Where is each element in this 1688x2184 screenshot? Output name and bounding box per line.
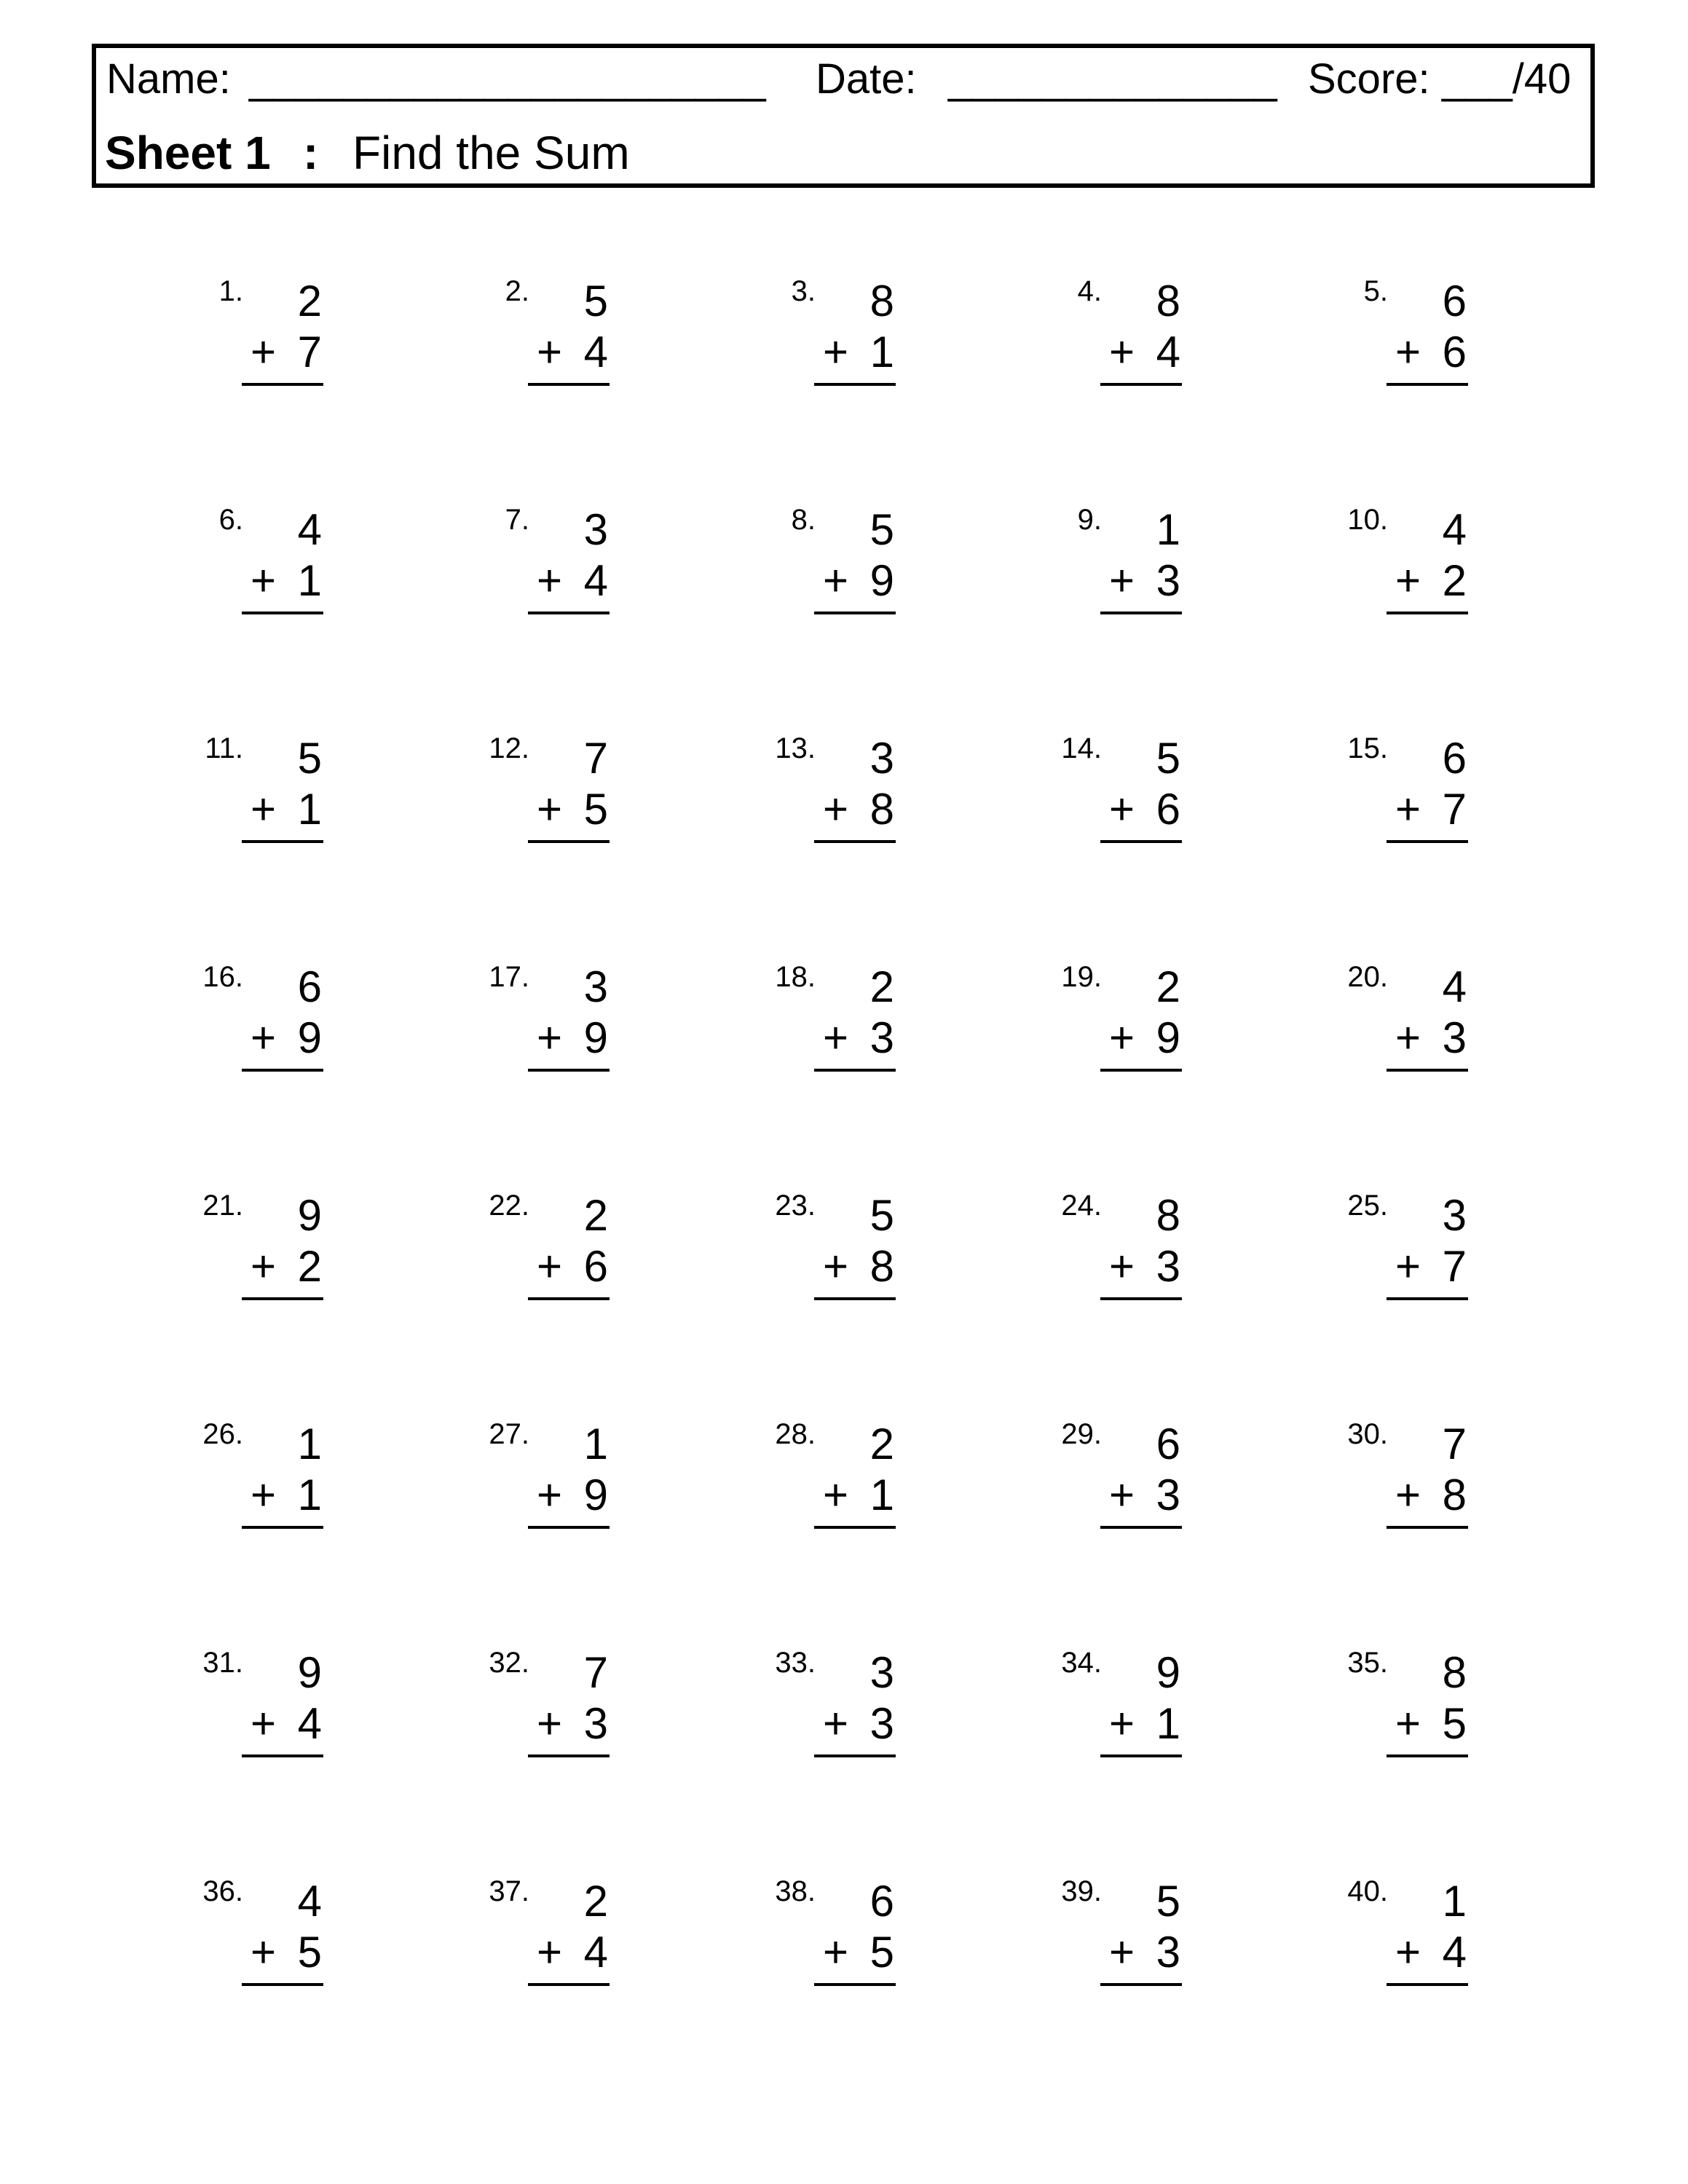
second-addend: 4: [583, 328, 608, 376]
sheet-title-colon: :: [303, 127, 319, 179]
first-addend: 5: [869, 505, 894, 554]
second-addend: 2: [297, 1242, 322, 1291]
first-addend: 3: [869, 1648, 894, 1697]
problem-number: 34.: [1061, 1647, 1102, 1679]
plus-sign: +: [251, 328, 277, 376]
plus-sign: +: [823, 1013, 849, 1062]
plus-sign: +: [823, 1242, 849, 1291]
first-addend: 7: [583, 734, 608, 783]
first-addend: 7: [583, 1648, 608, 1697]
addition-problem: [754, 962, 987, 1086]
plus-sign: +: [1109, 1242, 1135, 1291]
addition-problem: [1327, 277, 1560, 400]
first-addend: 8: [1442, 1648, 1467, 1697]
second-addend: 8: [869, 785, 894, 834]
first-addend: 9: [1156, 1648, 1180, 1697]
first-addend: 6: [869, 1877, 894, 1926]
plus-sign: +: [537, 1699, 563, 1748]
answer-line[interactable]: [1100, 1069, 1182, 1072]
second-addend: 4: [1442, 1928, 1467, 1977]
addition-problem: [468, 277, 701, 400]
addition-problem: [182, 962, 415, 1086]
plus-sign: +: [1395, 1471, 1421, 1519]
answer-line[interactable]: [1387, 1069, 1468, 1072]
answer-line[interactable]: [528, 383, 610, 386]
answer-line[interactable]: [1387, 1297, 1468, 1300]
problem-number: 40.: [1347, 1875, 1388, 1907]
first-addend: 3: [583, 962, 608, 1011]
addition-problem: [1327, 734, 1560, 858]
plus-sign: +: [251, 1013, 277, 1062]
answer-line[interactable]: [242, 383, 323, 386]
addition-problem: [468, 505, 701, 629]
answer-line[interactable]: [1387, 383, 1468, 386]
problem-number: 39.: [1061, 1875, 1102, 1907]
problem-number: 31.: [202, 1647, 243, 1679]
answer-line[interactable]: [528, 1754, 610, 1757]
answer-line[interactable]: [242, 1754, 323, 1757]
addition-problem: [468, 1877, 701, 2001]
problem-number: 10.: [1347, 504, 1388, 536]
plus-sign: +: [1109, 785, 1135, 834]
plus-sign: +: [251, 556, 277, 605]
addition-problem: [468, 734, 701, 858]
plus-sign: +: [251, 1471, 277, 1519]
answer-line[interactable]: [1100, 840, 1182, 843]
addition-problem: [1327, 1648, 1560, 1772]
answer-line[interactable]: [528, 1983, 610, 1986]
plus-sign: +: [537, 1928, 563, 1977]
plus-sign: +: [537, 1013, 563, 1062]
name-blank-line[interactable]: ______________________: [249, 55, 766, 103]
answer-line[interactable]: [1387, 1754, 1468, 1757]
first-addend: 1: [297, 1420, 322, 1468]
addition-problem: [182, 1648, 415, 1772]
second-addend: 7: [1442, 785, 1467, 834]
answer-line[interactable]: [528, 840, 610, 843]
first-addend: 8: [1156, 1191, 1180, 1240]
addition-problem: [1041, 1877, 1274, 2001]
plus-sign: +: [251, 785, 277, 834]
plus-sign: +: [1109, 328, 1135, 376]
second-addend: 3: [869, 1699, 894, 1748]
addition-problem: [1327, 505, 1560, 629]
problem-number: 8.: [791, 504, 816, 536]
second-addend: 7: [297, 328, 322, 376]
plus-sign: +: [1395, 785, 1421, 834]
answer-line[interactable]: [1100, 612, 1182, 614]
problem-number: 24.: [1061, 1190, 1102, 1222]
answer-line[interactable]: [1100, 1297, 1182, 1300]
addition-problem: [754, 1420, 987, 1543]
problem-number: 19.: [1061, 961, 1102, 993]
problem-number: 2.: [505, 275, 529, 307]
second-addend: 6: [1442, 328, 1467, 376]
first-addend: 4: [1442, 962, 1467, 1011]
problem-number: 1.: [218, 275, 243, 307]
plus-sign: +: [823, 1471, 849, 1519]
answer-line[interactable]: [1100, 1983, 1182, 1986]
second-addend: 1: [869, 328, 894, 376]
second-addend: 5: [297, 1928, 322, 1977]
addition-problem: [1041, 1191, 1274, 1315]
second-addend: 6: [1156, 785, 1180, 834]
problem-number: 20.: [1347, 961, 1388, 993]
answer-line[interactable]: [814, 1297, 896, 1300]
second-addend: 8: [869, 1242, 894, 1291]
problem-number: 38.: [775, 1875, 816, 1907]
second-addend: 5: [869, 1928, 894, 1977]
plus-sign: +: [823, 1928, 849, 1977]
second-addend: 3: [583, 1699, 608, 1748]
problem-number: 3.: [791, 275, 816, 307]
second-addend: 9: [869, 556, 894, 605]
first-addend: 9: [297, 1648, 322, 1697]
first-addend: 7: [1442, 1420, 1467, 1468]
first-addend: 4: [297, 505, 322, 554]
answer-line[interactable]: [528, 1526, 610, 1529]
second-addend: 1: [297, 785, 322, 834]
problem-number: 22.: [489, 1190, 529, 1222]
date-blank-line[interactable]: ______________: [948, 55, 1277, 103]
first-addend: 2: [583, 1191, 608, 1240]
first-addend: 1: [583, 1420, 608, 1468]
first-addend: 2: [1156, 962, 1180, 1011]
first-addend: 9: [297, 1191, 322, 1240]
plus-sign: +: [537, 1242, 563, 1291]
addition-problem: [1041, 734, 1274, 858]
sheet-title: Sheet 1: [105, 127, 271, 179]
first-addend: 1: [1442, 1877, 1467, 1926]
problem-number: 33.: [775, 1647, 816, 1679]
first-addend: 6: [1156, 1420, 1180, 1468]
answer-line[interactable]: [528, 1069, 610, 1072]
first-addend: 8: [869, 277, 894, 325]
addition-problem: [754, 1877, 987, 2001]
plus-sign: +: [537, 785, 563, 834]
answer-line[interactable]: [528, 612, 610, 614]
second-addend: 2: [1442, 556, 1467, 605]
second-addend: 5: [583, 785, 608, 834]
problem-number: 12.: [489, 732, 529, 764]
addition-problem: [1041, 962, 1274, 1086]
problem-number: 37.: [489, 1875, 529, 1907]
second-addend: 4: [297, 1699, 322, 1748]
second-addend: 3: [1156, 1471, 1180, 1519]
addition-problem: [182, 734, 415, 858]
second-addend: 1: [869, 1471, 894, 1519]
addition-problem: [1041, 1420, 1274, 1543]
addition-problem: [182, 1877, 415, 2001]
problem-number: 35.: [1347, 1647, 1388, 1679]
answer-line[interactable]: [1387, 1526, 1468, 1529]
sheet-subtitle: Find the Sum: [352, 127, 630, 179]
problem-number: 25.: [1347, 1190, 1388, 1222]
first-addend: 4: [1442, 505, 1467, 554]
problem-number: 6.: [218, 504, 243, 536]
plus-sign: +: [1395, 328, 1421, 376]
addition-problem: [1327, 1191, 1560, 1315]
answer-line[interactable]: [814, 1754, 896, 1757]
first-addend: 5: [583, 277, 608, 325]
second-addend: 3: [1442, 1013, 1467, 1062]
answer-line[interactable]: [242, 1069, 323, 1072]
addition-problem: [1041, 1648, 1274, 1772]
second-addend: 1: [297, 1471, 322, 1519]
problem-number: 5.: [1363, 275, 1388, 307]
plus-sign: +: [1109, 556, 1135, 605]
plus-sign: +: [1395, 1013, 1421, 1062]
problem-number: 26.: [202, 1418, 243, 1450]
plus-sign: +: [251, 1928, 277, 1977]
plus-sign: +: [1395, 1699, 1421, 1748]
plus-sign: +: [251, 1699, 277, 1748]
first-addend: 2: [869, 1420, 894, 1468]
addition-problem: [754, 505, 987, 629]
answer-line[interactable]: [814, 612, 896, 614]
first-addend: 6: [297, 962, 322, 1011]
addition-problem: [1327, 1877, 1560, 2001]
second-addend: 9: [297, 1013, 322, 1062]
problem-number: 27.: [489, 1418, 529, 1450]
plus-sign: +: [823, 556, 849, 605]
score-blank[interactable]: ___/40: [1442, 55, 1571, 103]
answer-line[interactable]: [242, 612, 323, 614]
problem-number: 4.: [1077, 275, 1102, 307]
addition-problem: [1041, 277, 1274, 400]
second-addend: 9: [583, 1471, 608, 1519]
addition-problem: [1327, 962, 1560, 1086]
first-addend: 3: [1442, 1191, 1467, 1240]
problem-number: 9.: [1077, 504, 1102, 536]
second-addend: 9: [1156, 1013, 1180, 1062]
plus-sign: +: [1109, 1699, 1135, 1748]
problem-number: 30.: [1347, 1418, 1388, 1450]
addition-problem: [468, 1648, 701, 1772]
first-addend: 3: [869, 734, 894, 783]
second-addend: 3: [1156, 1928, 1180, 1977]
answer-line[interactable]: [242, 1526, 323, 1529]
second-addend: 9: [583, 1013, 608, 1062]
addition-problem: [754, 277, 987, 400]
second-addend: 1: [297, 556, 322, 605]
answer-line[interactable]: [814, 383, 896, 386]
first-addend: 5: [1156, 1877, 1180, 1926]
first-addend: 5: [297, 734, 322, 783]
plus-sign: +: [1109, 1471, 1135, 1519]
addition-problem: [468, 1420, 701, 1543]
plus-sign: +: [823, 1699, 849, 1748]
plus-sign: +: [1395, 1928, 1421, 1977]
problem-number: 14.: [1061, 732, 1102, 764]
problem-number: 13.: [775, 732, 816, 764]
addition-problem: [754, 1191, 987, 1315]
first-addend: 6: [1442, 277, 1467, 325]
addition-problem: [468, 962, 701, 1086]
second-addend: 6: [583, 1242, 608, 1291]
first-addend: 4: [297, 1877, 322, 1926]
score-label: Score:: [1308, 55, 1430, 103]
problem-number: 28.: [775, 1418, 816, 1450]
second-addend: 4: [1156, 328, 1180, 376]
addition-problem: [182, 277, 415, 400]
problem-number: 11.: [205, 732, 243, 764]
first-addend: 3: [583, 505, 608, 554]
plus-sign: +: [537, 1471, 563, 1519]
plus-sign: +: [1395, 556, 1421, 605]
answer-line[interactable]: [1100, 1754, 1182, 1757]
second-addend: 3: [1156, 1242, 1180, 1291]
first-addend: 5: [1156, 734, 1180, 783]
addition-problem: [1041, 505, 1274, 629]
second-addend: 7: [1442, 1242, 1467, 1291]
second-addend: 5: [1442, 1699, 1467, 1748]
plus-sign: +: [1109, 1013, 1135, 1062]
second-addend: 1: [1156, 1699, 1180, 1748]
answer-line[interactable]: [814, 1069, 896, 1072]
addition-problem: [182, 1191, 415, 1315]
date-label: Date:: [816, 55, 917, 103]
name-label: Name:: [106, 55, 231, 103]
answer-line[interactable]: [528, 1297, 610, 1300]
plus-sign: +: [1109, 1928, 1135, 1977]
answer-line[interactable]: [814, 1983, 896, 1986]
answer-line[interactable]: [814, 1526, 896, 1529]
first-addend: 2: [297, 277, 322, 325]
problem-number: 18.: [775, 961, 816, 993]
second-addend: 4: [583, 556, 608, 605]
answer-line[interactable]: [1387, 612, 1468, 614]
answer-line[interactable]: [1100, 1526, 1182, 1529]
answer-line[interactable]: [242, 1983, 323, 1986]
problem-number: 29.: [1061, 1418, 1102, 1450]
problem-number: 21.: [202, 1190, 243, 1222]
problem-number: 16.: [202, 961, 243, 993]
addition-problem: [754, 1648, 987, 1772]
addition-problem: [182, 505, 415, 629]
answer-line[interactable]: [1387, 1983, 1468, 1986]
answer-line[interactable]: [814, 840, 896, 843]
first-addend: 6: [1442, 734, 1467, 783]
second-addend: 4: [583, 1928, 608, 1977]
addition-problem: [754, 734, 987, 858]
answer-line[interactable]: [242, 1297, 323, 1300]
plus-sign: +: [537, 556, 563, 605]
plus-sign: +: [251, 1242, 277, 1291]
plus-sign: +: [823, 785, 849, 834]
first-addend: 2: [869, 962, 894, 1011]
plus-sign: +: [1395, 1242, 1421, 1291]
plus-sign: +: [823, 328, 849, 376]
first-addend: 1: [1156, 505, 1180, 554]
first-addend: 2: [583, 1877, 608, 1926]
problem-number: 36.: [202, 1875, 243, 1907]
problem-number: 17.: [489, 961, 529, 993]
plus-sign: +: [537, 328, 563, 376]
answer-line[interactable]: [1100, 383, 1182, 386]
second-addend: 3: [1156, 556, 1180, 605]
addition-problem: [468, 1191, 701, 1315]
problem-number: 7.: [505, 504, 529, 536]
problem-number: 23.: [775, 1190, 816, 1222]
first-addend: 5: [869, 1191, 894, 1240]
first-addend: 8: [1156, 277, 1180, 325]
answer-line[interactable]: [1387, 840, 1468, 843]
second-addend: 8: [1442, 1471, 1467, 1519]
addition-problem: [1327, 1420, 1560, 1543]
second-addend: 3: [869, 1013, 894, 1062]
answer-line[interactable]: [242, 840, 323, 843]
problem-number: 32.: [489, 1647, 529, 1679]
problem-number: 15.: [1347, 732, 1388, 764]
addition-problem: [182, 1420, 415, 1543]
